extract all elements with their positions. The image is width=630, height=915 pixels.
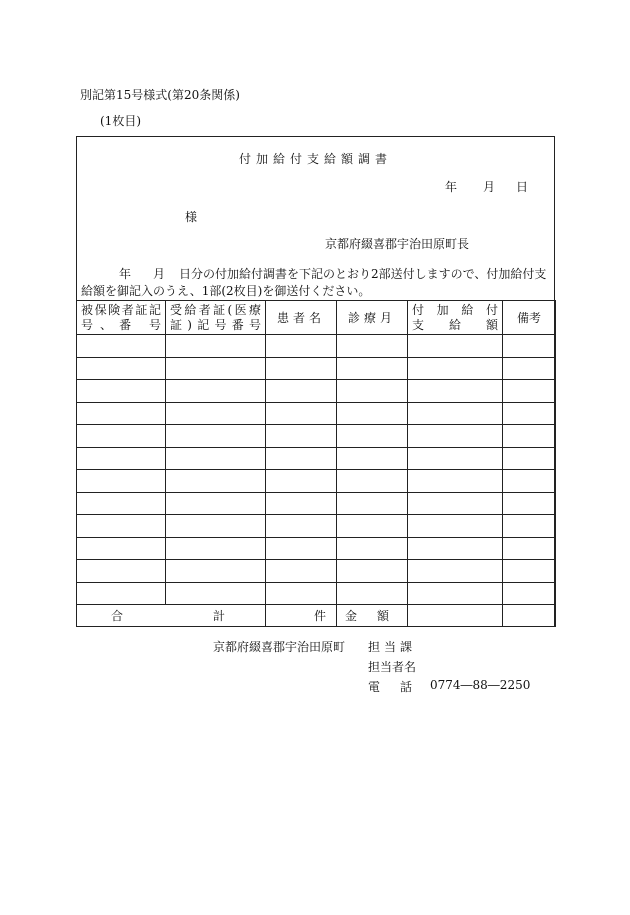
table-cell[interactable] [166,537,266,560]
table-cell[interactable] [166,492,266,515]
body-text-line2: 給額を御記入のうえ、1部(2枚目)を御送付ください。 [81,284,371,298]
table-cell[interactable] [77,357,166,380]
table-row [77,447,556,470]
table-cell[interactable] [408,492,503,515]
table-cell[interactable] [408,515,503,538]
table-row [77,402,556,425]
body-month-label: 月 [153,267,166,281]
table-cell[interactable] [503,402,556,425]
body-text-line1 [119,265,555,282]
benefit-table [76,300,556,627]
table-cell[interactable] [266,402,337,425]
form-frame [76,136,555,627]
form-number: 別記第15号様式(第20条関係) [80,88,240,102]
table-cell[interactable] [408,402,503,425]
table-cell[interactable] [337,425,408,448]
table-cell[interactable] [166,447,266,470]
table-cell[interactable] [337,335,408,358]
table-row [77,357,556,380]
table-cell[interactable] [166,560,266,583]
table-cell[interactable] [337,447,408,470]
table-cell[interactable] [166,357,266,380]
table-cell[interactable] [77,447,166,470]
table-cell[interactable] [266,357,337,380]
table-cell[interactable] [266,335,337,358]
table-cell[interactable] [503,515,556,538]
total-count-cell[interactable] [266,605,337,627]
table-cell[interactable] [503,560,556,583]
table-cell[interactable] [266,515,337,538]
table-row [77,492,556,515]
table-row [77,425,556,448]
table-cell[interactable] [503,470,556,493]
date-month-label: 月 [483,180,496,194]
table-cell[interactable] [77,380,166,403]
table-cell[interactable] [266,582,337,605]
date-day-label: 日 [516,180,529,194]
table-row [77,470,556,493]
table-cell[interactable] [266,447,337,470]
table-cell[interactable] [77,470,166,493]
total-label-a: 合 [111,609,124,623]
table-cell[interactable] [266,560,337,583]
table-cell[interactable] [337,582,408,605]
footer-phone-number: 0774―88―2250 [430,678,531,692]
table-row [77,380,556,403]
table-cell[interactable] [166,470,266,493]
table-cell[interactable] [408,582,503,605]
col-patient-name: 患者名 [266,301,337,335]
table-cell[interactable] [266,537,337,560]
table-cell[interactable] [337,515,408,538]
table-cell[interactable] [166,425,266,448]
total-row [77,605,556,627]
table-cell[interactable] [408,335,503,358]
table-cell[interactable] [503,335,556,358]
table-cell[interactable] [503,492,556,515]
footer-town: 京都府綴喜郡宇治田原町 [213,640,346,654]
col-recipient-cert: 受給者証(医療 証)記号番号 [166,301,266,335]
table-cell[interactable] [166,515,266,538]
footer-person-in-charge: 担当者名 [368,660,417,674]
body-year-label: 年 [119,267,132,281]
total-remarks-cell[interactable] [503,605,556,627]
table-cell[interactable] [337,537,408,560]
table-cell[interactable] [77,537,166,560]
table-cell[interactable] [266,425,337,448]
table-cell[interactable] [503,380,556,403]
amount-label-cell [337,605,408,627]
table-cell[interactable] [77,515,166,538]
table-cell[interactable] [166,402,266,425]
table-cell[interactable] [408,425,503,448]
sender-name: 京都府綴喜郡宇治田原町長 [325,237,470,251]
table-row [77,335,556,358]
table-cell[interactable] [337,492,408,515]
col-insured-number: 被保険者証記 号、番 号 [77,301,166,335]
table-cell[interactable] [408,537,503,560]
table-cell[interactable] [166,380,266,403]
addressee-suffix: 様 [185,210,198,224]
table-cell[interactable] [77,402,166,425]
col-treatment-month: 診療月 [337,301,408,335]
table-row [77,582,556,605]
table-cell[interactable] [503,537,556,560]
table-cell[interactable] [77,335,166,358]
table-cell[interactable] [408,357,503,380]
table-row [77,537,556,560]
table-cell[interactable] [77,425,166,448]
copy-label: (1枚目) [100,114,141,128]
table-cell[interactable] [408,560,503,583]
table-cell[interactable] [337,402,408,425]
table-cell[interactable] [337,357,408,380]
table-cell[interactable] [503,582,556,605]
total-label-b: 計 [213,609,226,623]
footer-department: 担当課 [368,640,417,654]
table-cell[interactable] [503,425,556,448]
table-cell[interactable] [337,380,408,403]
table-cell[interactable] [408,380,503,403]
table-cell[interactable] [337,470,408,493]
body-text1: 日分の付加給付調書を下記のとおり2部送付しますので、付加給付支 [179,267,547,281]
amount-label-b: 額 [377,609,390,623]
table-cell[interactable] [166,582,266,605]
table-cell[interactable] [503,357,556,380]
form-title: 付加給付支給額調書 [238,152,392,166]
table-cell[interactable] [77,492,166,515]
table-cell[interactable] [77,560,166,583]
table-row [77,560,556,583]
table-cell[interactable] [408,470,503,493]
amount-label-a: 金 [345,609,358,623]
col-remarks: 備考 [503,301,556,335]
table-cell[interactable] [266,380,337,403]
table-cell[interactable] [408,447,503,470]
date-year-label: 年 [445,180,458,194]
table-header-row [77,301,556,335]
col-benefit-amount: 付加給付 支 給 額 [408,301,503,335]
table-row [77,515,556,538]
table-cell[interactable] [337,560,408,583]
table-cell[interactable] [166,335,266,358]
footer-phone-label: 電 話 [368,680,413,694]
count-unit: 件 [314,609,327,623]
table-cell[interactable] [503,447,556,470]
total-amount-cell[interactable] [408,605,503,627]
total-label-cell [77,605,266,627]
table-cell[interactable] [266,492,337,515]
table-cell[interactable] [266,470,337,493]
table-cell[interactable] [77,582,166,605]
